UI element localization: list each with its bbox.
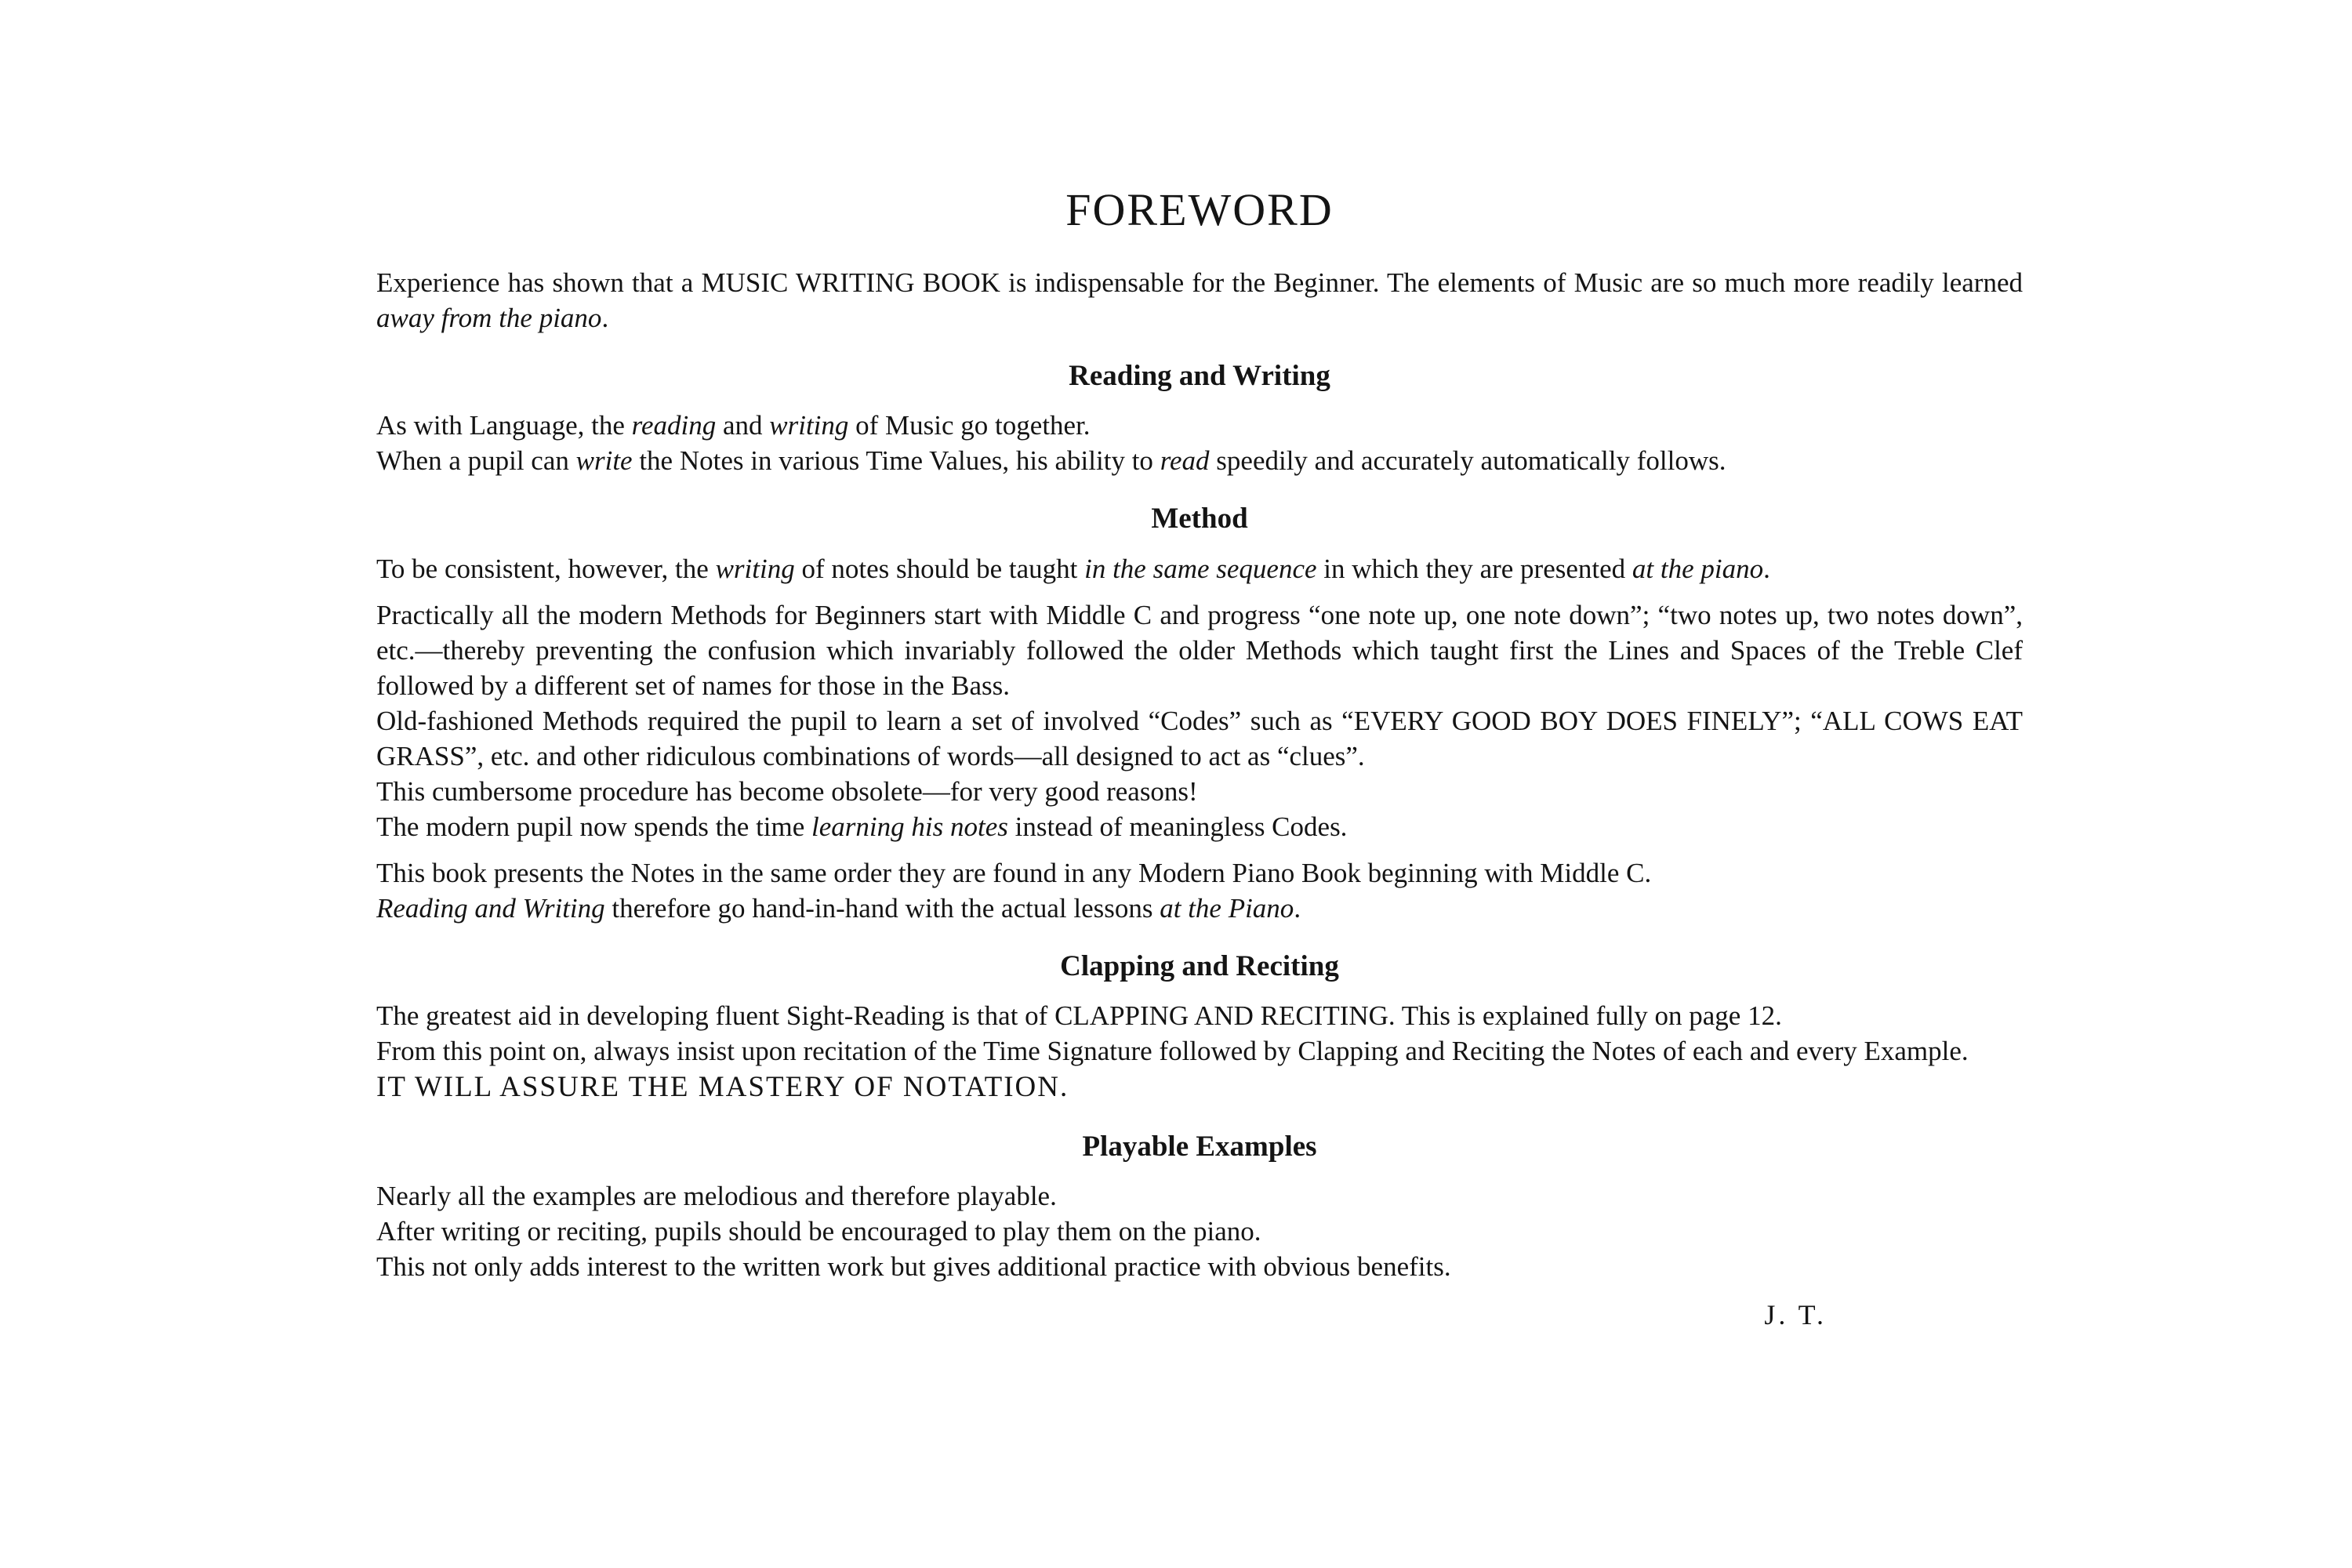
intro-emphasis: away from the piano [376, 302, 602, 333]
page-title: FOREWORD [1065, 184, 1334, 235]
clapping-heading: Clapping and Reciting [1060, 949, 1339, 982]
m-p7-emphasis-1: Reading and Writing [376, 892, 605, 924]
clapping-paragraph-1: The greatest aid in developing fluent Sight-Reading is that of CLAPPING AND RECITING. This is explained fully on page 12. [376, 1000, 1782, 1031]
m-p1-text-a: To be consistent, however, the [376, 553, 716, 584]
playable-paragraph-1: Nearly all the examples are melodious and therefore playable. [376, 1181, 1057, 1212]
intro-text-b: . [601, 302, 609, 333]
clapping-emphasis-line: IT WILL ASSURE THE MASTERY OF NOTATION. [376, 1070, 1069, 1103]
m-p1-emphasis-2: in the same sequence [1084, 553, 1317, 584]
author-signature: J. T. [1764, 1299, 1827, 1331]
method-paragraph-6: This book presents the Notes in the same order they are found in any Modern Piano Book beginning with Middle C. [376, 857, 1652, 888]
m-p7-text-b: . [1294, 892, 1301, 924]
playable-paragraph-2: After writing or reciting, pupils should be encouraged to play them on the piano. [376, 1216, 1261, 1247]
method-paragraph-5 [376, 809, 2023, 844]
method-paragraph-2: Practically all the modern Methods for Beginners start with Middle C and progress “one note up, one note down”; “two notes up, two notes down”, etc.—thereby preventing the confusion which invariably followed the older Methods which taught first the Lines and Spaces of the Treble Clef followed by a different set of names for those in the Bass. [376, 599, 2023, 701]
m-p7-text-a: therefore go hand-in-hand with the actual lessons [604, 892, 1160, 924]
rw-p2-emphasis-1: write [575, 445, 633, 477]
clapping-paragraph-2: From this point on, always insist upon recitation of the Time Signature followed by Clapping and Reciting the Notes of each and every Example. [376, 1035, 1969, 1066]
playable-heading: Playable Examples [1082, 1130, 1317, 1163]
method-paragraph-7 [376, 891, 2023, 926]
m-p1-text-d: . [1763, 553, 1770, 584]
rw-p2-text-a: When a pupil can [376, 445, 576, 477]
m-p1-text-c: in which they are presented [1316, 553, 1632, 584]
rw-p2-emphasis-2: read [1160, 445, 1210, 477]
rw-p2-text-c: speedily and accurately automatically follows. [1209, 445, 1726, 477]
method-heading: Method [1151, 503, 1248, 535]
m-p1-text-b: of notes should be taught [794, 553, 1085, 584]
rw-p1-emphasis-2: writing [769, 410, 849, 441]
rw-p1-text-a: As with Language, the [376, 410, 632, 441]
foreword-page [376, 185, 2023, 1355]
intro-text-a: Experience has shown that a MUSIC WRITING BOOK is indispensable for the Beginner. The elements of Music are so much more readily learned [376, 267, 2023, 298]
reading-writing-paragraph-1 [376, 408, 2023, 443]
m-p7-emphasis-2: at the Piano [1160, 892, 1294, 924]
m-p5-text-a: The modern pupil now spends the time [376, 811, 812, 842]
clapping-section [376, 949, 2023, 1106]
rw-p1-emphasis-1: reading [631, 410, 717, 441]
reading-writing-paragraph-2 [376, 443, 2023, 478]
method-paragraph-4: This cumbersome procedure has become obsolete—for very good reasons! [376, 775, 1198, 807]
playable-section [376, 1130, 2023, 1331]
reading-writing-heading: Reading and Writing [1069, 359, 1330, 392]
m-p1-emphasis-1: writing [715, 553, 795, 584]
m-p5-emphasis: learning his notes [811, 811, 1008, 842]
method-section [376, 502, 2023, 925]
intro-section [376, 265, 2023, 336]
rw-p1-text-c: of Music go together. [848, 410, 1091, 441]
reading-writing-section [376, 359, 2023, 478]
method-paragraph-3: Old-fashioned Methods required the pupil to learn a set of involved “Codes” such as “EVERY GOOD BOY DOES FINELY”; “ALL COWS EAT GRASS”, etc. and other ridiculous combinations of words—all designed to act as “clues”. [376, 705, 2023, 771]
playable-paragraph-3: This not only adds interest to the written work but gives additional practice with obvious benefits. [376, 1251, 1451, 1283]
m-p5-text-b: instead of meaningless Codes. [1007, 811, 1348, 842]
rw-p1-text-b: and [716, 410, 770, 441]
m-p1-emphasis-3: at the piano [1632, 553, 1764, 584]
method-paragraph-1 [376, 551, 2023, 586]
rw-p2-text-b: the Notes in various Time Values, his ability to [632, 445, 1160, 477]
intro-paragraph [376, 265, 2023, 336]
